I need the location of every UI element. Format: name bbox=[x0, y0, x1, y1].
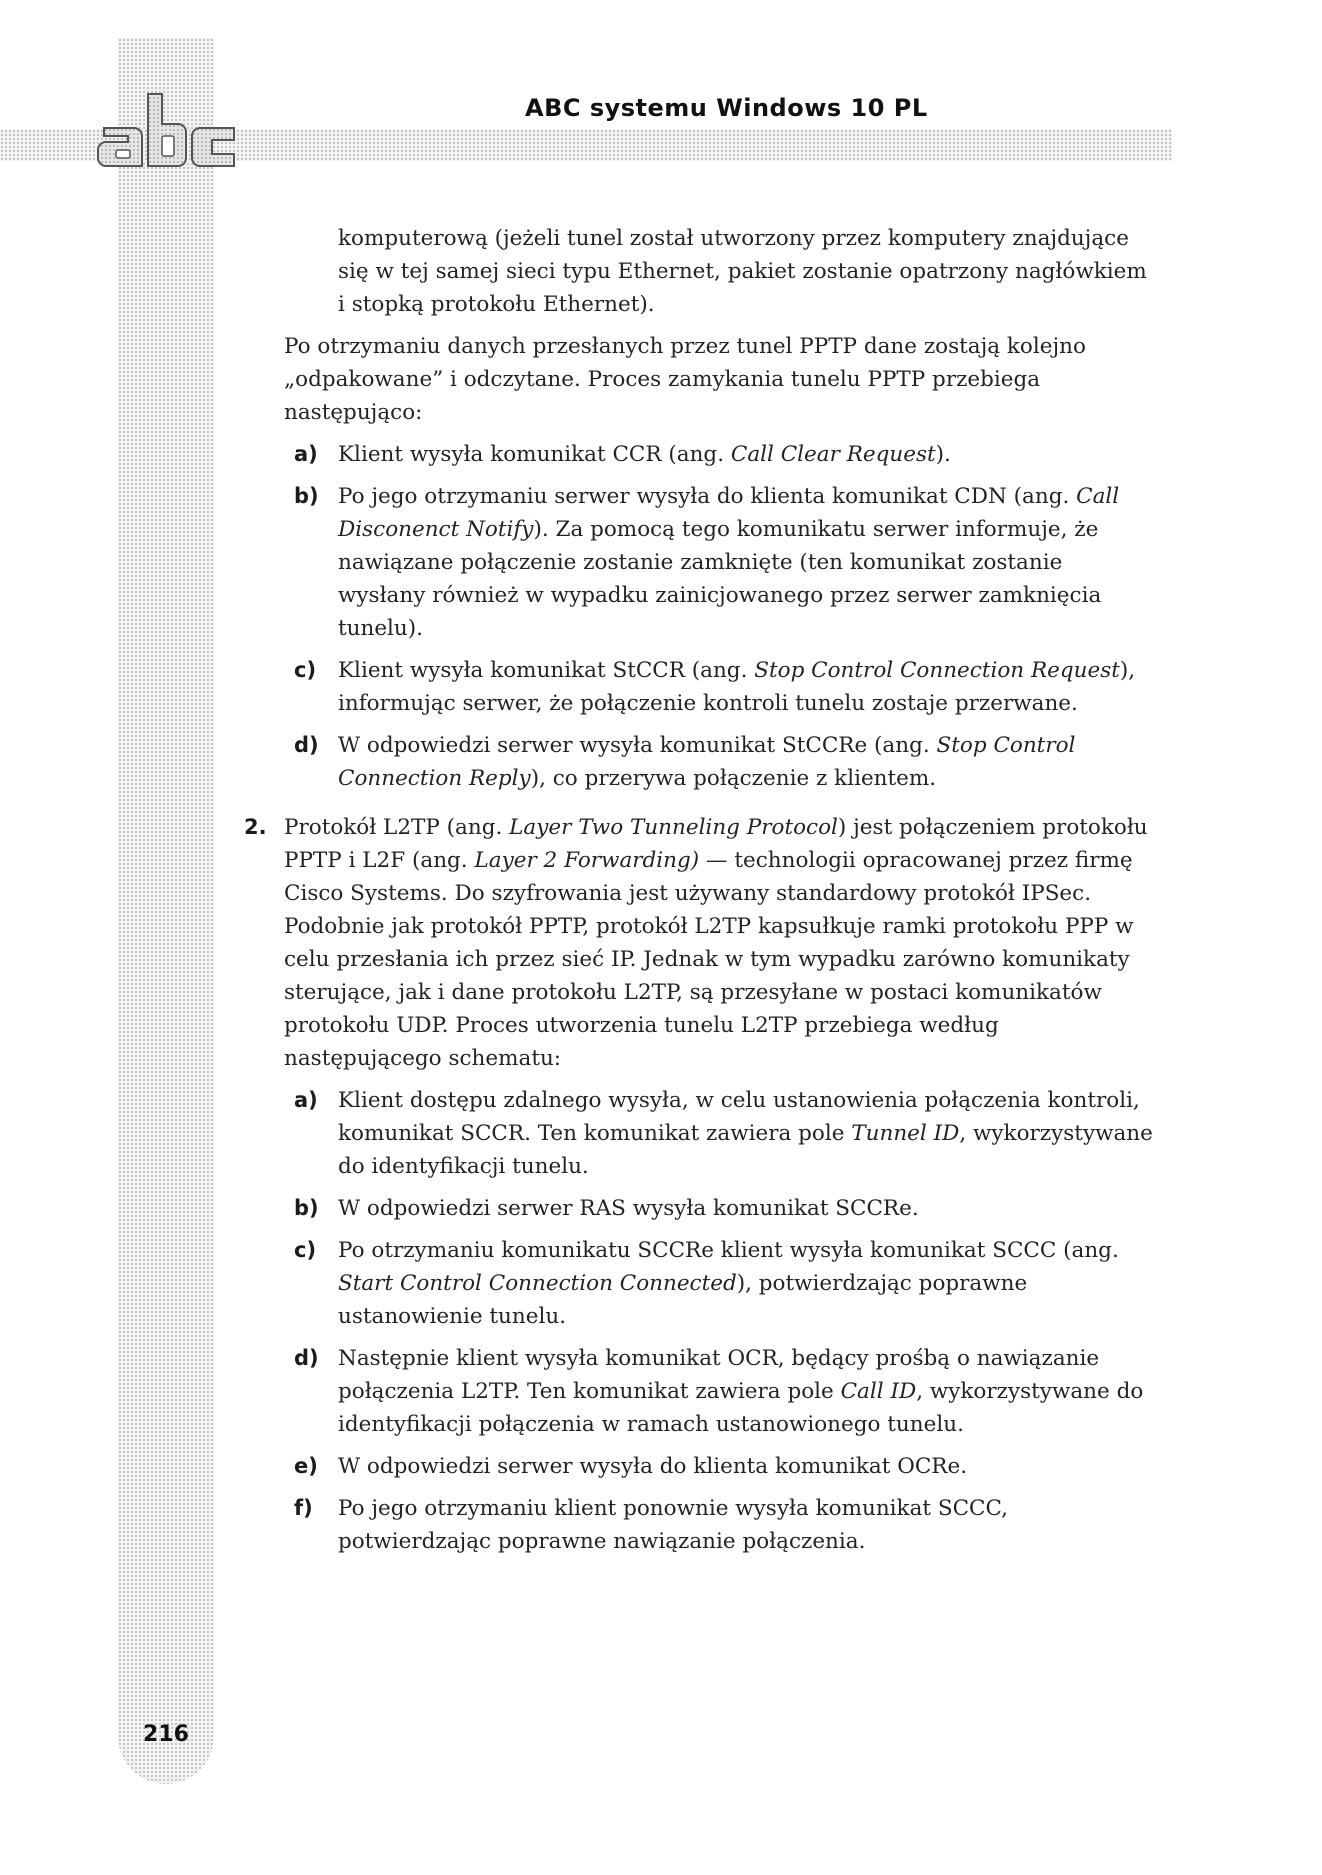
list-item-text: Po otrzymaniu komunikatu SCCRe klient wysyła komunikat SCCC (ang. Start Control Connection Connected), potwierdzając poprawne ustanowienie tunelu. bbox=[338, 1238, 1119, 1329]
abc-logo bbox=[96, 88, 242, 178]
page-number: 216 bbox=[143, 1722, 189, 1747]
list-item bbox=[284, 654, 1154, 720]
list-marker: d) bbox=[294, 1346, 319, 1370]
list-item-text: Protokół L2TP (ang. Layer Two Tunneling Protocol) jest połączeniem protokołu PPTP i L2F (ang. Layer 2 Forwarding) — technologii opracowanej przez firmę Cisco Systems. Do szyfrowania jest używany standardowy protokół IPSec. Podobnie jak protokół PPTP, protokół L2TP kapsułkuje ramki protokołu PPP w celu przesłania ich przez sieć IP. Jednak w tym wypadku zarówno komunikaty sterujące, jak i dane protokołu L2TP, są przesyłane w postaci komunikatów protokołu UDP. Proces utworzenia tunelu L2TP przebiega według następującego schematu: bbox=[284, 815, 1148, 1071]
list-marker: d) bbox=[294, 733, 319, 757]
list-marker: a) bbox=[294, 1088, 318, 1112]
list-marker: 2. bbox=[244, 815, 267, 839]
list-item-text: Następnie klient wysyła komunikat OCR, będący prośbą o nawiązanie połączenia L2TP. Ten komunikat zawiera pole Call ID, wykorzystywane do identyfikacji połączenia w ramach ustanowionego tunelu. bbox=[338, 1346, 1144, 1437]
list-marker: a) bbox=[294, 442, 318, 466]
list-item bbox=[284, 438, 1154, 471]
side-margin-band bbox=[118, 38, 214, 1784]
list-item-text: Klient wysyła komunikat StCCR (ang. Stop Control Connection Request), informując serwer, że połączenie kontroli tunelu zostaje przerwane. bbox=[338, 658, 1136, 716]
list-item-text: W odpowiedzi serwer wysyła komunikat StCCRe (ang. Stop Control Connection Reply), co przerywa połączenie z klientem. bbox=[338, 733, 1076, 791]
list-item-text: Klient wysyła komunikat CCR (ang. Call Clear Request). bbox=[338, 442, 951, 467]
list-item bbox=[284, 1192, 1154, 1225]
closing-steps-list bbox=[284, 438, 1154, 795]
list-item-text: W odpowiedzi serwer RAS wysyła komunikat SCCRe. bbox=[338, 1196, 919, 1221]
list-item bbox=[284, 1342, 1154, 1441]
list-item bbox=[284, 1084, 1154, 1183]
paragraph: Po otrzymaniu danych przesłanych przez tunel PPTP dane zostają kolejno „odpakowane” i odczytane. Proces zamykania tunelu PPTP przebiega następująco: bbox=[284, 334, 1086, 425]
list-marker: b) bbox=[294, 484, 319, 508]
list-item bbox=[284, 480, 1154, 645]
list-item bbox=[284, 729, 1154, 795]
list-marker: b) bbox=[294, 1196, 319, 1220]
list-item-text: Po jego otrzymaniu klient ponownie wysyła komunikat SCCC, potwierdzając poprawne nawiązanie połączenia. bbox=[338, 1496, 1009, 1554]
list-marker: c) bbox=[294, 658, 317, 682]
list-item-text: Klient dostępu zdalnego wysyła, w celu ustanowienia połączenia kontroli, komunikat SCCR. Ten komunikat zawiera pole Tunnel ID, wykorzystywane do identyfikacji tunelu. bbox=[338, 1088, 1153, 1179]
list-item-text: W odpowiedzi serwer wysyła do klienta komunikat OCRe. bbox=[338, 1454, 968, 1479]
list-marker: f) bbox=[294, 1496, 313, 1520]
list-item-2 bbox=[244, 811, 1154, 1075]
running-title: ABC systemu Windows 10 PL bbox=[525, 94, 928, 122]
page-body bbox=[244, 222, 1154, 1558]
list-marker: c) bbox=[294, 1238, 317, 1262]
list-item bbox=[284, 1234, 1154, 1333]
list-item-text: Po jego otrzymaniu serwer wysyła do klienta komunikat CDN (ang. Call Disconenct Notify). Za pomocą tego komunikatu serwer informuje, że nawiązane połączenie zostanie zamknięte (ten komunikat zostanie wysłany również w wypadku zainicjowanego przez serwer zamknięcia tunelu). bbox=[338, 484, 1120, 641]
list-item bbox=[284, 1492, 1154, 1558]
continuation-paragraph: komputerową (jeżeli tunel został utworzony przez komputery znajdujące się w tej samej sieci typu Ethernet, pakiet zostanie opatrzony nagłówkiem i stopką protokołu Ethernet). bbox=[338, 226, 1147, 317]
list-marker: e) bbox=[294, 1454, 318, 1478]
l2tp-steps-list bbox=[284, 1084, 1154, 1558]
list-item bbox=[284, 1450, 1154, 1483]
